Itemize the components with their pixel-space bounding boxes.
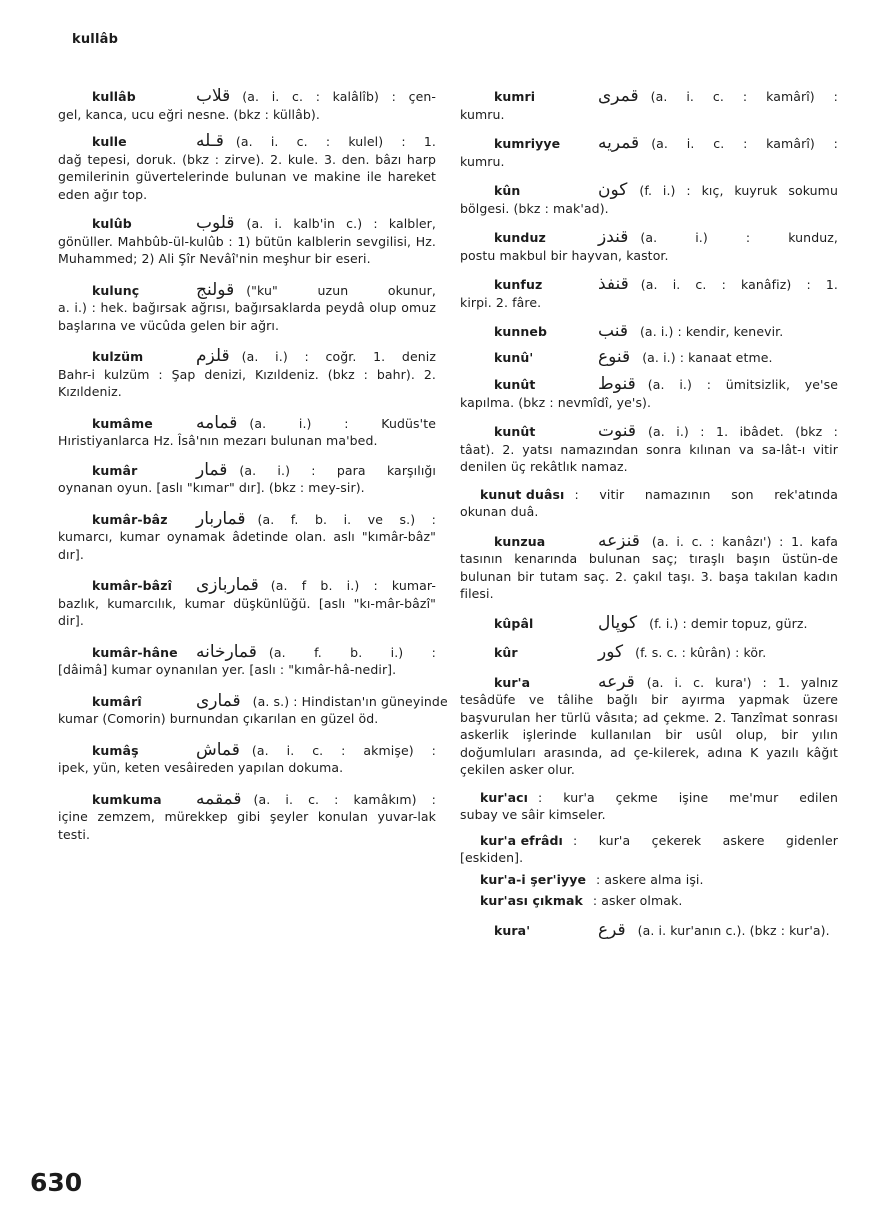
entry-definition-start: (a. i. c. kura') : 1. yalnız bbox=[646, 674, 838, 690]
entry-headword: kumriyye bbox=[494, 136, 561, 151]
dictionary-entry bbox=[460, 88, 838, 123]
entry-definition-continued: subay ve sâir kimseler. bbox=[460, 807, 606, 822]
entry-definition-continued: gel, kanca, ucu eğri nesne. (bkz : küllâb). bbox=[58, 106, 320, 122]
entry-first-line bbox=[58, 508, 436, 529]
entry-definition-start: : asker olmak. bbox=[592, 893, 683, 908]
dictionary-entry bbox=[460, 323, 838, 341]
entry-headword: kumârî bbox=[92, 693, 142, 709]
entry-definition-continued: tasının kenarında bulunan saç; tıraşlı başın üstün-de bulunan bir tutam saç. 2. çakıl taşı. 3. başa takılan kadın filesi. bbox=[460, 551, 838, 601]
entry-first-line bbox=[58, 788, 436, 809]
entry-first-line bbox=[460, 346, 838, 367]
entry-arabic-script: قلزم bbox=[196, 346, 230, 366]
entry-headword: kûn bbox=[494, 183, 521, 198]
entry-arabic-script: قماری bbox=[196, 690, 241, 711]
page-number: 630 bbox=[30, 1168, 83, 1197]
entry-definition-continued: kumar (Comorin) burnundan çıkarılan en güzel öd. bbox=[58, 711, 379, 726]
dictionary-entry bbox=[460, 919, 838, 940]
right-column bbox=[460, 88, 838, 939]
entry-definition-continued: tâat). 2. yatsı namazından sonra kılınan va sa-lât-ı vitir denilen üç rekâtlık namaz. bbox=[460, 441, 838, 474]
entry-definition-start: (a. i. c. : kalâlîb) : çen- bbox=[242, 89, 436, 104]
dictionary-entry bbox=[460, 346, 838, 367]
dictionary-entry bbox=[58, 641, 436, 679]
entry-first-line bbox=[58, 577, 436, 595]
entry-first-line bbox=[460, 276, 838, 294]
entry-first-line bbox=[460, 671, 838, 692]
entry-headword: kunut duâsı bbox=[480, 486, 565, 502]
entry-headword: kumâr-bâz bbox=[92, 511, 168, 527]
entry-first-line bbox=[58, 348, 436, 366]
entry-definition-start: (a. i. c. : kulel) : 1. bbox=[235, 134, 436, 149]
entry-definition-start: (a. i.) : kunduz, bbox=[640, 230, 838, 245]
entry-arabic-script: قولنج bbox=[196, 279, 235, 300]
dictionary-entry bbox=[460, 182, 838, 217]
entry-arabic-script: قندز bbox=[598, 227, 629, 247]
entry-definition-continued: gönüller. Mahbûb-ül-kulûb : 1) bütün kalblerin sevgilisi, Hz. Muhammed; 2) Ali Şîr Nevâî'nin meşhur bir eseri. bbox=[58, 233, 436, 266]
dictionary-entry bbox=[460, 276, 838, 311]
entry-definition-start: (a. i.) : ümitsizlik, ye'se bbox=[647, 377, 838, 392]
entry-arabic-script: قلوب bbox=[196, 213, 235, 233]
entry-headword: kumâr-hâne bbox=[92, 644, 178, 660]
entry-first-line bbox=[460, 644, 838, 662]
entry-arabic-script: قمارخانه bbox=[196, 641, 257, 662]
entry-definition-start: (f. i.) : kıç, kuyruk sokumu bbox=[639, 183, 838, 198]
dictionary-entry bbox=[460, 376, 838, 411]
entry-first-line bbox=[460, 323, 838, 341]
entry-definition-start: (a. i. c. : kanâzı') : 1. kafa bbox=[651, 533, 838, 549]
dictionary-entry bbox=[58, 88, 436, 123]
entry-definition-start: (a. i. kalb'in c.) : kalbler, bbox=[246, 216, 436, 231]
entry-first-line bbox=[58, 641, 436, 662]
entry-first-line bbox=[58, 279, 436, 300]
entry-definition-continued: oynanan oyun. [aslı "kımar" dır]. (bkz : mey-sir). bbox=[58, 480, 365, 495]
entry-headword: kulzüm bbox=[92, 349, 144, 364]
entry-headword: kumâş bbox=[92, 742, 139, 758]
entry-headword: kulunç bbox=[92, 282, 140, 298]
entry-arabic-script: كوپال bbox=[598, 612, 638, 633]
entry-definition-start: (f. i.) : demir topuz, gürz. bbox=[649, 615, 808, 631]
entry-definition-start: (a. i.) : kanaat etme. bbox=[642, 349, 773, 365]
entry-definition-start: : kur'a çekerek askere gidenler bbox=[572, 832, 838, 848]
entry-headword: kûpâl bbox=[494, 615, 534, 631]
entry-definition-start: : vitir namazının son rek'atında bbox=[574, 486, 838, 502]
entry-arabic-script: قـله bbox=[196, 131, 224, 151]
entry-headword: kunduz bbox=[494, 230, 546, 245]
dictionary-entry bbox=[58, 215, 436, 268]
entry-arabic-script: قماش bbox=[196, 739, 240, 760]
entry-definition-continued: okunan duâ. bbox=[460, 504, 539, 519]
entry-first-line bbox=[58, 459, 436, 480]
entry-headword: kur'acı bbox=[480, 789, 529, 805]
entry-definition-continued: içine zemzem, mürekkep gibi şeyler konulan yuvar-lak testi. bbox=[58, 809, 436, 842]
entry-definition-start: (a. i. c. : kamârî) : bbox=[650, 89, 838, 104]
entry-definition-continued: kirpi. 2. fâre. bbox=[460, 294, 542, 310]
dictionary-entry bbox=[58, 577, 436, 630]
entry-first-line bbox=[460, 486, 838, 504]
entry-definition-start: (a. i. kur'anın c.). (bkz : kur'a). bbox=[637, 922, 830, 938]
entry-arabic-script: قرعه bbox=[598, 671, 635, 692]
dictionary-entry bbox=[460, 135, 838, 170]
entry-headword: kumkuma bbox=[92, 791, 162, 807]
entry-definition-continued: kumarcı, kumar oynamak âdetinde olan. aslı "kımâr-bâz" dır]. bbox=[58, 529, 436, 562]
entry-definition-continued: dağ tepesi, doruk. (bkz : zirve). 2. kule. 3. den. bâzı harp gemilerinin güvertelerinde bulunan ve makine ile hareket eden ağır top. bbox=[58, 151, 436, 202]
entry-definition-start: (a. i. c. : akmişe) : bbox=[251, 742, 436, 758]
entry-first-line bbox=[58, 133, 436, 151]
entry-arabic-script: قنوع bbox=[598, 346, 631, 367]
entry-first-line bbox=[460, 135, 838, 153]
entry-definition-continued: [dâimâ] kumar oynanılan yer. [aslı : "kımâr-hâ-nedir]. bbox=[58, 662, 397, 677]
dictionary-entry bbox=[460, 423, 838, 476]
entry-definition-continued: Hıristiyanlarca Hz. Îsâ'nın mezarı bulunan ma'bed. bbox=[58, 433, 378, 448]
entry-definition-start: (a. i. c. : kanâfiz) : 1. bbox=[640, 277, 838, 292]
entry-headword: kur'a-i şer'iyye bbox=[480, 871, 587, 887]
entry-first-line bbox=[58, 88, 436, 106]
entry-headword: kur'ası çıkmak bbox=[480, 893, 583, 908]
entry-headword: kumâr bbox=[92, 462, 138, 478]
entry-headword: kunût bbox=[494, 377, 536, 392]
entry-arabic-script: قلاب bbox=[196, 86, 231, 106]
entry-definition-continued: kumru. bbox=[460, 106, 505, 122]
dictionary-entry bbox=[460, 612, 838, 633]
dictionary-entry bbox=[460, 892, 838, 910]
entry-arabic-script: كون bbox=[598, 180, 628, 200]
entry-first-line bbox=[460, 871, 838, 889]
dictionary-entry bbox=[58, 412, 436, 450]
entry-first-line bbox=[58, 215, 436, 233]
entry-arabic-script: قرع bbox=[598, 919, 626, 940]
entry-arabic-script: قمقمه bbox=[196, 788, 242, 809]
entry-headword: kura' bbox=[494, 922, 531, 938]
entry-definition-start: (a. s.) : Hindistan'ın güneyinde bbox=[252, 693, 448, 709]
entry-arabic-script: قنوت bbox=[598, 421, 637, 441]
entry-definition-continued: tesâdüfe ve tâlihe bağlı bir ayırma yapmak üzere başvurulan her türlü vâsıta; ad çekme. 2. Tanzîmat sonrası askerlik işlerinde kullanılan bir usûl olup, bir yılın doğumluları arasında, ad çe-kilerek, adına K yazılı kâğıt çekilen asker olur. bbox=[460, 692, 838, 777]
entry-first-line bbox=[460, 530, 838, 551]
entry-definition-start: (a. i.) : coğr. 1. deniz bbox=[241, 349, 436, 364]
dictionary-entry bbox=[58, 279, 436, 335]
dictionary-entry bbox=[460, 644, 838, 662]
entry-definition-continued: postu makbul bir hayvan, kastor. bbox=[460, 247, 669, 263]
entry-arabic-script: قنب bbox=[598, 321, 628, 341]
entry-headword: kunzua bbox=[494, 533, 546, 549]
dictionary-entry bbox=[460, 789, 838, 824]
entry-first-line bbox=[58, 739, 436, 760]
entry-first-line bbox=[58, 412, 436, 433]
entry-arabic-script: قنوط bbox=[598, 374, 636, 394]
entry-arabic-script: قنزعه bbox=[598, 530, 640, 551]
entry-arabic-script: قمامه bbox=[196, 412, 238, 433]
entry-definition-start: (a. f b. i.) : kumar- bbox=[270, 578, 436, 593]
dictionary-entry bbox=[58, 508, 436, 564]
dictionary-entry bbox=[460, 871, 838, 889]
entry-definition-start: ("ku" uzun okunur, bbox=[246, 282, 436, 298]
entry-first-line bbox=[58, 690, 448, 711]
entry-definition-continued: bazlık, kumarcılık, kumar düşkünlüğü. [aslı "kı-mâr-bâzî" dir]. bbox=[58, 595, 436, 628]
entry-definition-continued: ipek, yün, keten vesâireden yapılan dokuma. bbox=[58, 760, 344, 775]
entry-definition-continued: bölgesi. (bkz : mak'ad). bbox=[460, 200, 609, 216]
entry-definition-continued: kapılma. (bkz : nevmîdî, ye's). bbox=[460, 394, 652, 410]
entry-definition-start: : kur'a çekme işine me'mur edilen bbox=[538, 789, 838, 805]
entry-definition-start: (a. i.) : Kudüs'te bbox=[249, 415, 436, 431]
dictionary-entry bbox=[460, 671, 838, 779]
dictionary-entry bbox=[460, 486, 838, 521]
entry-headword: kumri bbox=[494, 89, 536, 104]
entry-definition-start: (a. i. c. : kamâkım) : bbox=[253, 791, 436, 807]
entry-definition-continued: Bahr-i kulzüm : Şap denizi, Kızıldeniz. (bkz : bahr). 2. Kızıldeniz. bbox=[58, 366, 436, 399]
entry-first-line bbox=[460, 423, 838, 441]
entry-definition-start: : askere alma işi. bbox=[596, 871, 704, 887]
entry-headword: kunfuz bbox=[494, 277, 543, 292]
dictionary-entry bbox=[58, 348, 436, 401]
entry-arabic-script: قمريه bbox=[598, 133, 640, 153]
entry-definition-continued: kumru. bbox=[460, 153, 505, 169]
dictionary-entry bbox=[58, 459, 436, 497]
dictionary-entry bbox=[460, 229, 838, 264]
entry-definition-start: (a. i. c. : kamârî) : bbox=[651, 136, 838, 151]
entry-arabic-script: قمرى bbox=[598, 86, 639, 106]
left-column bbox=[58, 86, 448, 843]
dictionary-entry bbox=[58, 690, 448, 728]
dictionary-entry bbox=[58, 133, 436, 203]
entry-arabic-script: قماربار bbox=[196, 508, 246, 529]
entry-headword: kunneb bbox=[494, 324, 548, 339]
entry-first-line bbox=[460, 229, 838, 247]
entry-headword: kur'a efrâdı bbox=[480, 832, 563, 848]
entry-definition-continued: a. i.) : hek. bağırsak ağrısı, bağırsaklarda peydâ olup omuz başlarına ve vücûda gelen bir ağrı. bbox=[58, 300, 436, 333]
entry-headword: kûr bbox=[494, 645, 518, 660]
entry-arabic-script: كور bbox=[598, 642, 624, 662]
entry-headword: kumâme bbox=[92, 415, 153, 431]
entry-headword: kulle bbox=[92, 134, 127, 149]
entry-headword: kur'a bbox=[494, 674, 531, 690]
entry-first-line bbox=[460, 789, 838, 807]
entry-headword: kunût bbox=[494, 424, 536, 439]
entry-definition-start: (a. f. b. i.) : bbox=[268, 644, 436, 660]
running-head: kullâb bbox=[72, 32, 119, 47]
entry-first-line bbox=[460, 612, 838, 633]
entry-headword: kunû' bbox=[494, 349, 534, 365]
entry-arabic-script: قنفذ bbox=[598, 274, 629, 294]
entry-headword: kullâb bbox=[92, 89, 136, 104]
entry-definition-start: (a. i.) : para karşılığı bbox=[239, 462, 436, 478]
entry-first-line bbox=[460, 919, 838, 940]
entry-first-line bbox=[460, 832, 838, 850]
entry-headword: kulûb bbox=[92, 216, 132, 231]
entry-first-line bbox=[460, 182, 838, 200]
entry-first-line bbox=[460, 88, 838, 106]
entry-first-line bbox=[460, 892, 838, 910]
entry-definition-start: (a. i.) : 1. ibâdet. (bkz : bbox=[648, 424, 838, 439]
entry-definition-continued: [eskiden]. bbox=[460, 850, 524, 865]
dictionary-entry bbox=[460, 832, 838, 867]
entry-arabic-script: قمار bbox=[196, 459, 228, 480]
dictionary-entry bbox=[58, 788, 436, 844]
dictionary-entry bbox=[58, 739, 436, 777]
entry-definition-start: (a. f. b. i. ve s.) : bbox=[257, 511, 436, 527]
entry-first-line bbox=[460, 376, 838, 394]
entry-headword: kumâr-bâzî bbox=[92, 578, 172, 593]
dictionary-entry bbox=[460, 530, 838, 603]
entry-definition-start: (a. i.) : kendir, kenevir. bbox=[639, 324, 784, 339]
entry-definition-start: (f. s. c. : kûrân) : kör. bbox=[635, 645, 767, 660]
entry-arabic-script: قماربازى bbox=[196, 575, 259, 595]
